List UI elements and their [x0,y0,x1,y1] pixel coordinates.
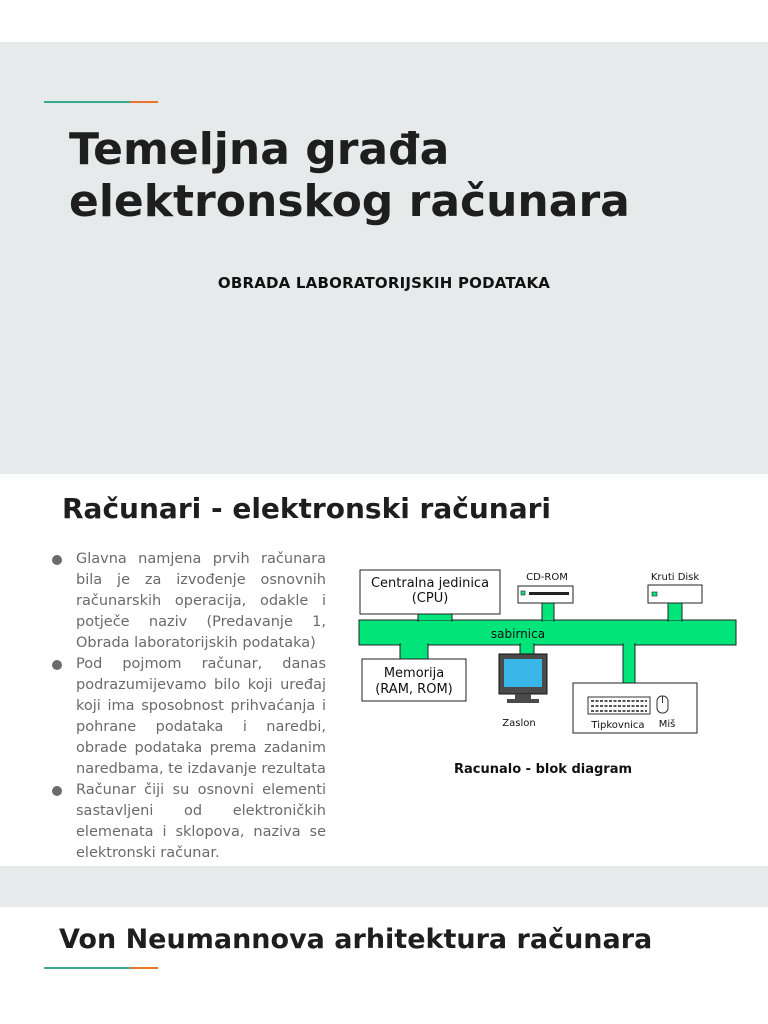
memory-label-1: Memorija [383,666,445,681]
bullet-dot-icon [52,660,62,670]
cdrom-label: CD-ROM [526,572,568,583]
bullet-dot-icon [52,786,62,796]
keyboard-icon [588,697,650,714]
content-heading: Računari - elektronski računari [62,492,552,525]
content-slide [0,474,768,866]
slide-subtitle: OBRADA LABORATORIJSKIH PODATAKA [217,274,551,292]
disk-label: Kruti Disk [650,572,700,583]
title-line-2: elektronskog računara [69,176,630,227]
mouse-icon [657,696,668,713]
slide-separator [0,866,768,907]
hard-disk-block [648,572,702,603]
cpu-label-2: (CPU) [411,591,449,606]
cpu-label-1: Centralna jedinica [370,576,490,591]
block-diagram [355,562,745,812]
bus-label: sabirnica [490,627,546,641]
memory-block [362,659,466,701]
bullet-list [50,549,326,864]
memory-label-2: (RAM, ROM) [375,682,453,697]
keyboard-label: Tipkovnica [591,720,645,731]
cpu-block [360,570,500,614]
title-slide [0,42,768,474]
mouse-label: Miš [658,719,676,730]
accent-line [44,967,158,969]
slide-title [69,124,749,228]
diagram-caption: Racunalo - blok diagram [453,762,633,777]
bullet-item: Glavna namjena prvih računara bila je za izvođenje osnovnih računarskih operacija, odakle i potječe naziv (Predavanje 1, Obrada laboratorijskih podataka) [50,549,326,654]
title-line-1: Temeljna građa [69,124,450,175]
cdrom-block [518,572,573,603]
keyboard-block [573,683,697,733]
bullet-dot-icon [52,555,62,565]
monitor-icon [499,654,547,729]
screen-label: Zaslon [502,718,536,729]
next-slide-heading: Von Neumannova arhitektura računara [59,924,653,955]
accent-line [44,101,158,103]
bullet-item: Pod pojmom računar, danas podrazumijevamo bilo koji uređaj koji ima sposobnost prihvaćanja i pohrane podataka i naredbi, obrade podataka prema zadanim naredbama, te izdavanje rezultata [50,654,326,780]
bullet-item: Računar čiji su osnovni elementi sastavljeni od elektroničkih elemenata i sklopova, naziva se elektronski računar. [50,780,326,864]
